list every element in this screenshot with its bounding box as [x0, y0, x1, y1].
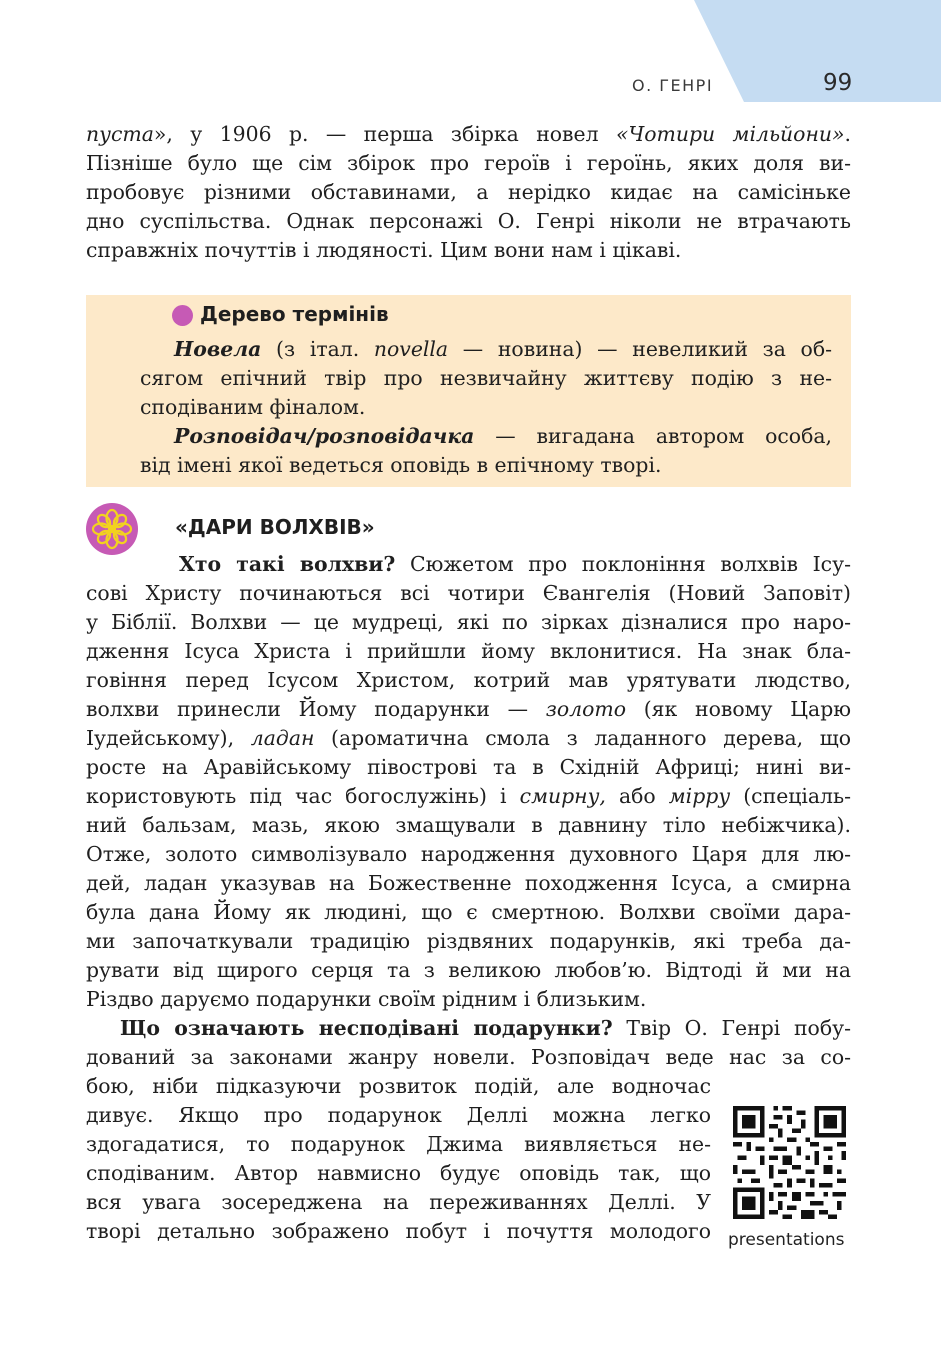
body-line: Різдво даруємо подарунки своїм рідним і близьким.	[86, 987, 647, 1011]
bullet-dot-icon	[172, 305, 193, 326]
body-line: сові Христу починаються всі чотири Євангелія (Новий Заповіт)	[86, 581, 851, 605]
intro-line: справжніх почуттів і людяності. Цим вони нам і цікаві.	[86, 238, 682, 262]
text: (як новому Царю	[625, 697, 851, 721]
body-line	[86, 782, 851, 811]
body-line: дивує. Якщо про подарунок Деллі можна легко	[86, 1103, 711, 1127]
italic-text: золото	[545, 697, 626, 721]
body-line: ми започаткували традицію різдвяних подарунків, які треба да-	[86, 929, 851, 953]
corner-tab	[694, 0, 941, 102]
intro-line: дно суспільства. Однак персонажі О. Генрі ніколи не втрачають	[86, 209, 851, 233]
body-line	[86, 724, 851, 753]
term-definition-novella	[140, 335, 832, 422]
text: .	[844, 122, 851, 146]
italic-text: пуста	[86, 122, 154, 146]
text: (спеціаль-	[730, 784, 851, 808]
term-novella: Новела	[174, 337, 262, 361]
text: (з італ.	[261, 337, 374, 361]
body-line: дження Ісуса Христа і прийшли йому вклонитися. На знак бла-	[86, 639, 851, 663]
section-paragraph-1	[86, 550, 851, 1014]
body-line: у Біблії. Волхви — це мудреці, які по зірках дізналися про наро-	[86, 610, 851, 634]
flower-icon	[86, 503, 138, 555]
intro-paragraph	[86, 120, 851, 265]
body-line: ний бальзам, мазь, якою змащували в давнину тіло небіжчика).	[86, 813, 851, 837]
italic-text: novella	[373, 337, 449, 361]
term-box-title: Дерево термінів	[200, 302, 389, 326]
running-head-author: О. ГЕНРІ	[632, 76, 714, 95]
book-title: «Чотири мільйони»	[615, 122, 845, 146]
body-line: дований за законами жанру новели. Розповідач веде нас за со-	[86, 1045, 851, 1069]
term-definition-narrator	[140, 422, 832, 480]
qr-code-icon[interactable]	[733, 1106, 846, 1219]
section-paragraph-2	[86, 1014, 851, 1072]
body-line: була дана Йому як людині, що є смертною. Волхви своїми дара-	[86, 900, 851, 924]
italic-text: ладан	[250, 726, 315, 750]
term-line: від імені якої ведеться оповідь в епічному творі.	[140, 453, 662, 477]
intro-line	[86, 120, 851, 149]
term-narrator: Розповідач/розповідачка	[174, 424, 475, 448]
text: », у 1906 р. — перша збірка новел	[153, 122, 616, 146]
body-line: сподіваним. Автор навмисно будує оповідь так, що	[86, 1161, 711, 1185]
body-line	[86, 695, 851, 724]
text: — новина) — невеликий за об-	[448, 337, 832, 361]
text: Твір О. Генрі побу-	[612, 1016, 851, 1040]
text: користовують під час богослужінь) і	[86, 784, 520, 808]
term-line	[140, 422, 832, 451]
body-line: вся увага зосереджена на переживаннях Деллі. У	[86, 1190, 711, 1214]
italic-text: мірру	[668, 784, 731, 808]
term-line: сподіваним фіналом.	[140, 395, 366, 419]
text: або	[605, 784, 669, 808]
body-line: бою, ніби підказуючи розвиток подій, але водночас	[86, 1074, 711, 1098]
body-line	[86, 1014, 851, 1043]
body-line	[86, 550, 851, 579]
text: Сюжетом про поклоніння волхвів Ісу-	[395, 552, 851, 576]
body-line: рувати від щирого серця та з великою любов’ю. Відтоді й ми на	[86, 958, 851, 982]
section-title: «ДАРИ ВОЛХВІВ»	[175, 515, 375, 539]
body-line: здогадатися, то подарунок Джима виявляється не-	[86, 1132, 711, 1156]
italic-text: смирну,	[519, 784, 606, 808]
question-heading: Хто такі волхви?	[179, 552, 396, 576]
body-line: дей, ладан указував на Божественне походження Ісуса, а смирна	[86, 871, 851, 895]
question-heading: Що означають несподівані подарунки?	[120, 1016, 613, 1040]
text: (ароматична смола з ладанного дерева, що	[314, 726, 851, 750]
body-line: росте на Аравійському півострові та в Східній Африці; нині ви-	[86, 755, 851, 779]
page-number: 99	[823, 70, 853, 96]
section-paragraph-2-wrap	[86, 1072, 711, 1246]
body-line: творі детально зображено побут і почуття молодого	[86, 1219, 711, 1243]
text: волхви принесли Йому подарунки —	[86, 697, 546, 721]
text: Іудейському),	[86, 726, 251, 750]
term-line	[140, 335, 832, 364]
intro-line: Пізніше було ще сім збірок про героїв і героїнь, яких доля ви-	[86, 151, 851, 175]
text: — вигадана автором особа,	[474, 424, 832, 448]
body-line: Отже, золото символізувало народження духовного Царя для лю-	[86, 842, 851, 866]
intro-line: пробовує різними обставинами, а нерідко кидає на самісіньке	[86, 180, 851, 204]
term-line: сягом епічний твір про незвичайну життєву подію з не-	[140, 366, 832, 390]
qr-label: presentations	[728, 1230, 845, 1250]
body-line: говіння перед Ісусом Христом, котрий мав урятувати людство,	[86, 668, 851, 692]
